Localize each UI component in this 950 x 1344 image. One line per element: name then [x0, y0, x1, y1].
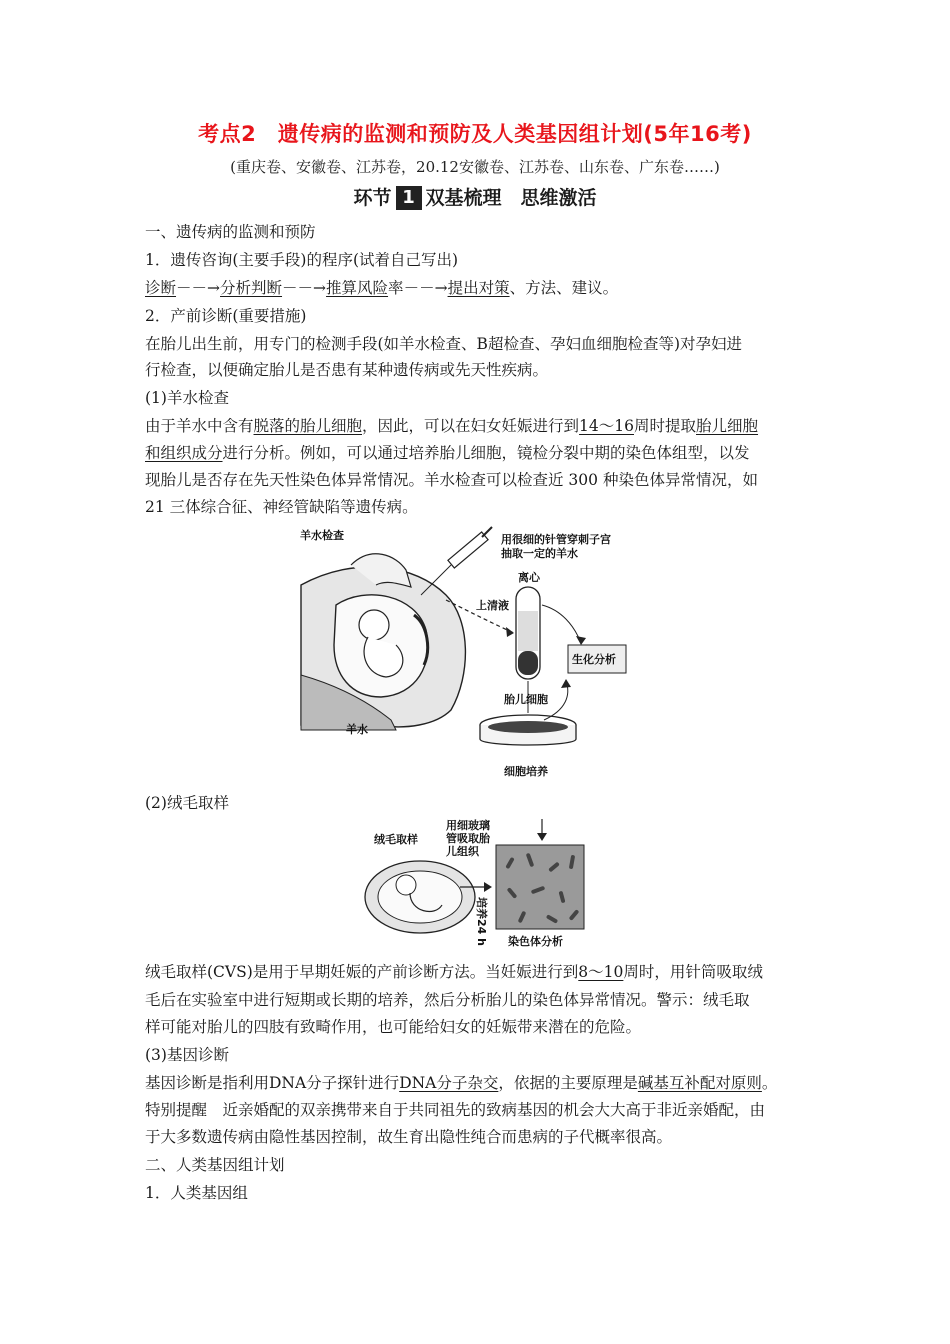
- text-run: 由于羊水中含有: [145, 417, 254, 435]
- section-title: 双基梳理 思维激活: [425, 187, 597, 209]
- figure-label-culture-24: 培养24 h: [475, 897, 488, 946]
- underlined-term: 和组织成分: [145, 444, 223, 462]
- figure-label-biochem: 生化分析: [572, 653, 616, 666]
- paragraph-line: [145, 1073, 777, 1093]
- flow-arrow: －－→: [403, 279, 448, 297]
- paragraph-line: 在胎儿出生前，用专门的检测手段(如羊水检查、B超检查、孕妇血细胞检查等)对孕妇进: [145, 335, 742, 353]
- paragraph-line: 毛后在实验室中进行短期或长期的培养，然后分析胎儿的染色体异常情况。警示：绒毛取: [145, 991, 750, 1009]
- page-subtitle: (重庆卷、安徽卷、江苏卷，20.12安徽卷、江苏卷、山东卷、广东卷……): [230, 158, 720, 176]
- heading-human-genome: 1．人类基因组: [145, 1184, 248, 1202]
- text-run: 。: [761, 1074, 778, 1092]
- text-run: 周时，用针筒吸取绒: [623, 963, 763, 981]
- underlined-term: 碱基互补配对原则: [637, 1074, 762, 1092]
- underlined-term: 14～16: [579, 417, 634, 435]
- figure-label-top: 羊水检查: [300, 529, 344, 542]
- figure-label-culture: 细胞培养: [504, 765, 548, 778]
- paragraph-line: 现胎儿是否存在先天性染色体异常情况。羊水检查可以检查近 300 种染色体异常情况，如: [145, 471, 758, 489]
- section-number-badge: 1: [396, 186, 422, 210]
- flow-step-risk: 推算风险: [326, 279, 389, 297]
- heading-prenatal: 2．产前诊断(重要措施): [145, 307, 307, 325]
- underlined-term: 8～10: [578, 963, 624, 981]
- heading-monitoring: 一、遗传病的监测和预防: [145, 223, 316, 241]
- fetus-head: [359, 610, 389, 640]
- flow-step-measures-suffix: 、方法、建议。: [509, 279, 619, 297]
- heading-amniocentesis: (1)羊水检查: [145, 389, 229, 407]
- underlined-term: 胎儿细胞: [696, 417, 759, 435]
- figure-label-fetal-cells: 胎儿细胞: [504, 693, 548, 706]
- flow-step-analysis: 分析判断: [220, 279, 283, 297]
- culture-dish: [480, 715, 576, 745]
- flow-arrow: －－→: [282, 279, 327, 297]
- centrifuge-tube: [516, 587, 540, 679]
- paragraph-line: 样可能对胎儿的四肢有致畸作用，也可能给妇女的妊娠带来潜在的危险。: [145, 1018, 642, 1036]
- figure-label-amniotic: 羊水: [346, 723, 368, 736]
- figure-label-cvs: 绒毛取样: [374, 833, 418, 846]
- text-run: ，依据的主要原理是: [498, 1074, 638, 1092]
- paragraph-line: 于大多数遗传病由隐性基因控制，故生育出隐性纯合而患病的子代概率很高。: [145, 1128, 673, 1146]
- text-run: 绒毛取样(CVS)是用于早期妊娠的产前诊断方法。当妊娠进行到: [145, 963, 579, 981]
- section-heading: [0, 183, 950, 210]
- section-prefix: 环节: [353, 187, 392, 209]
- figure-label-karyotype: 染色体分析: [508, 935, 563, 948]
- figure-label-tube: 用细玻璃: [446, 819, 490, 832]
- paragraph-line: 21 三体综合征、神经管缺陷等遗传病。: [145, 498, 418, 516]
- figure-label-tube-2: 管吸取胎: [446, 832, 490, 845]
- counseling-flow: [145, 278, 618, 298]
- heading-gene-diagnosis: (3)基因诊断: [145, 1046, 229, 1064]
- flow-step-measures: 提出对策: [447, 279, 510, 297]
- paragraph-line: [145, 962, 763, 982]
- figure-label-needle: 用很细的针管穿刺子宫: [501, 533, 611, 546]
- heading-cvs: (2)绒毛取样: [145, 794, 229, 812]
- figure-label-supernatant: 上清液: [476, 599, 509, 612]
- underlined-term: DNA分子杂交: [399, 1074, 499, 1092]
- paragraph-line: 行检查，以便确定胎儿是否患有某种遗传病或先天性疾病。: [145, 361, 549, 379]
- flow-arrow: －－→: [176, 279, 221, 297]
- heading-counseling: 1．遗传咨询(主要手段)的程序(试着自己写出): [145, 251, 459, 269]
- paragraph-line: [145, 443, 750, 463]
- flow-step-risk-suffix: 率: [388, 279, 404, 297]
- text-run: 周时提取: [634, 417, 697, 435]
- syringe-icon: [421, 527, 492, 595]
- figure-label-tube-3: 儿组织: [446, 845, 479, 858]
- fetus-head: [396, 875, 416, 895]
- text-run: 基因诊断是指利用DNA分子探针进行: [145, 1074, 400, 1092]
- paragraph-line: [145, 416, 758, 436]
- figure-label-needle-2: 抽取一定的羊水: [501, 547, 578, 560]
- underlined-term: 脱落的胎儿细胞: [253, 417, 363, 435]
- cvs-figure: [360, 817, 590, 953]
- paragraph-line: 特别提醒 近亲婚配的双亲携带来自于共同祖先的致病基因的机会大大高于非近亲婚配，由: [145, 1101, 766, 1119]
- page-title: 考点2 遗传病的监测和预防及人类基因组计划(5年16考): [198, 122, 752, 146]
- flow-step-diagnosis: 诊断: [145, 279, 177, 297]
- amniocentesis-figure: [296, 525, 656, 787]
- figure-label-centrifuge: 离心: [518, 571, 540, 584]
- text-run: ，因此，可以在妇女妊娠进行到: [362, 417, 580, 435]
- text-run: 进行分析。例如，可以通过培养胎儿细胞，镜检分裂中期的染色体组型，以发: [222, 444, 750, 462]
- heading-genome-project: 二、人类基因组计划: [145, 1156, 285, 1174]
